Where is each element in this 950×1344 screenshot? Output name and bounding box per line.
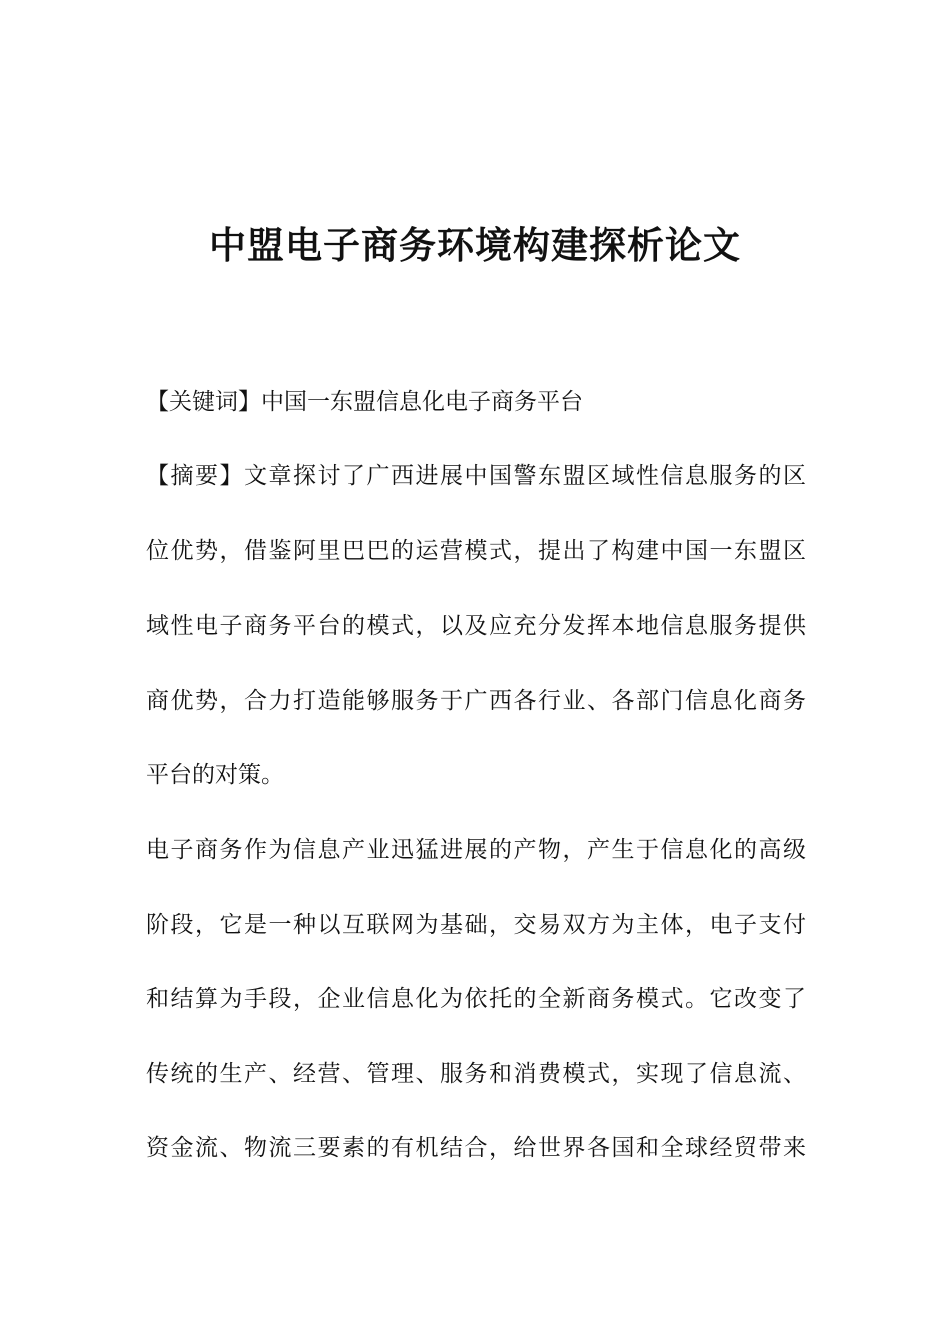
abstract-line: 【摘要】文章探讨了广西进展中国警东盟区域性信息服务的区 — [146, 463, 806, 489]
body-line: 和结算为手段，企业信息化为依托的全新商务模式。它改变了 — [146, 986, 806, 1012]
body-line: 传统的生产、经营、管理、服务和消费模式，实现了信息流、 — [146, 1061, 806, 1087]
abstract-line: 商优势，合力打造能够服务于广西各行业、各部门信息化商务 — [146, 688, 806, 714]
body-line: 电子商务作为信息产业迅猛进展的产物，产生于信息化的高级 — [146, 837, 806, 863]
body-line: 阶段，它是一种以互联网为基础，交易双方为主体，电子支付 — [146, 912, 806, 938]
keywords-line: 【关键词】中国一东盟信息化电子商务平台 — [146, 389, 583, 415]
document-title: 中盟电子商务环境构建探析论文 — [209, 224, 741, 267]
abstract-line: 平台的对策。 — [146, 762, 284, 788]
body-line: 资金流、物流三要素的有机结合，给世界各国和全球经贸带来 — [146, 1135, 806, 1161]
abstract-line: 位优势，借鉴阿里巴巴的运营模式，提出了构建中国一东盟区 — [146, 538, 806, 564]
abstract-line: 域性电子商务平台的模式，以及应充分发挥本地信息服务提供 — [146, 613, 806, 639]
